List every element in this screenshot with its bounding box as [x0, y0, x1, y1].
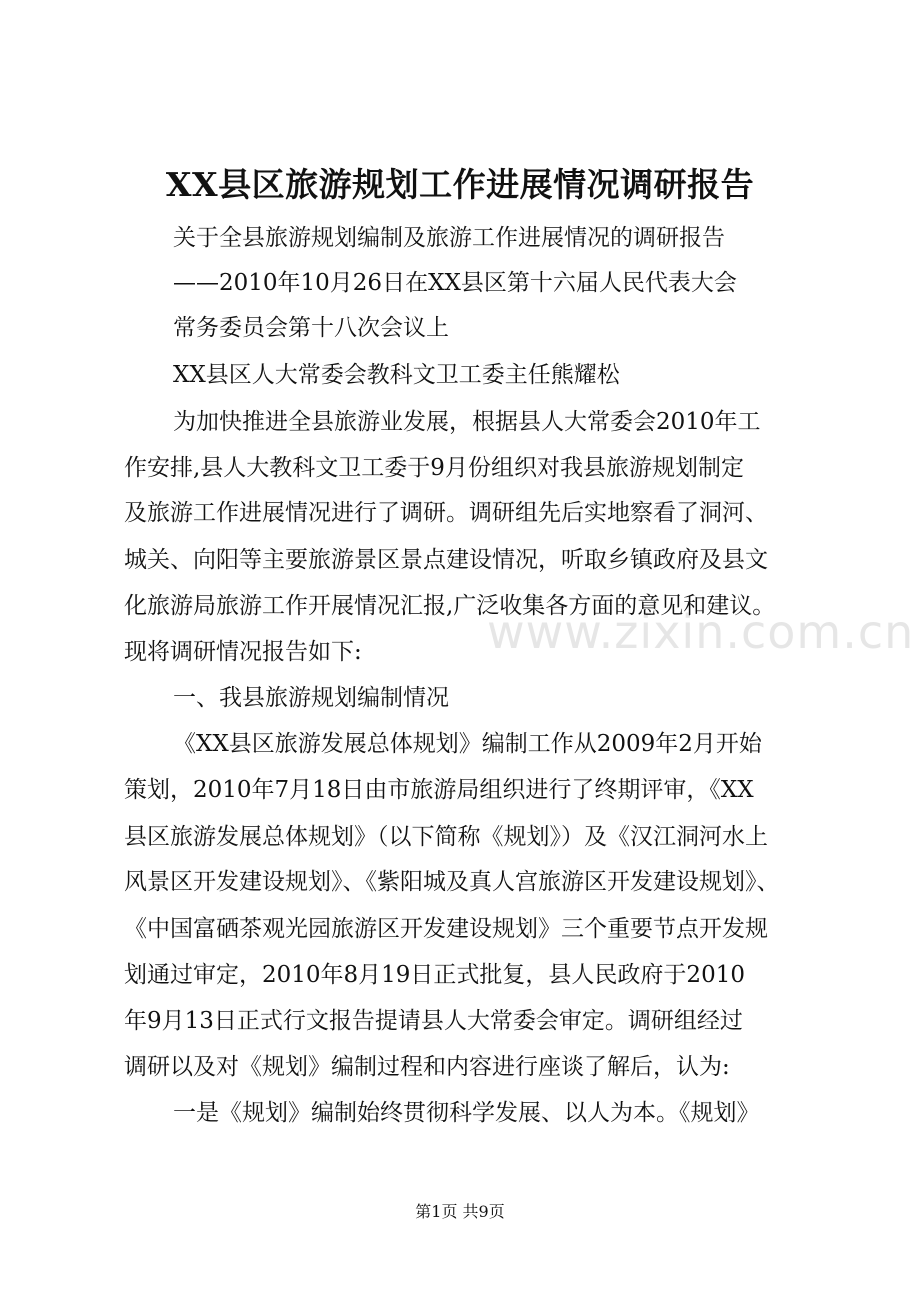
author-line: XX县区人大常委会教科文卫工委主任熊耀松 [173, 362, 620, 388]
body-line: 年9月13日正式行文报告提请县人大常委会审定。调研组经过 [124, 1008, 743, 1034]
subtitle-line: ——2010年10月26日在XX县区第十六届人民代表大会 [173, 270, 737, 296]
document-title: XX县区旅游规划工作进展情况调研报告 [165, 165, 755, 204]
section-heading: 一、我县旅游规划编制情况 [173, 685, 449, 711]
body-line: 作安排,县人大教科文卫工委于9月份组织对我县旅游规划制定 [124, 455, 744, 481]
body-line: 划通过审定，2010年8月19日正式批复，县人民政府于2010 [124, 962, 745, 988]
body-line: 为加快推进全县旅游业发展，根据县人大常委会2010年工 [173, 409, 761, 435]
body-line: 一是《规划》编制始终贯彻科学发展、以人为本。《规划》 [173, 1100, 760, 1126]
body-line: 风景区开发建设规划》、《紫阳城及真人宫旅游区开发建设规划》、 [124, 869, 780, 895]
watermark: www.zixin.com.cn [487, 605, 915, 659]
body-line: 《XX县区旅游发展总体规划》编制工作从2009年2月开始 [173, 731, 762, 757]
body-line: 调研以及对《规划》编制过程和内容进行座谈了解后，认为: [124, 1054, 730, 1080]
body-line: 及旅游工作进展情况进行了调研。调研组先后实地察看了洞河、 [124, 500, 768, 526]
subtitle-line: 关于全县旅游规划编制及旅游工作进展情况的调研报告 [173, 225, 725, 251]
body-line: 现将调研情况报告如下: [124, 639, 362, 665]
body-line: 县区旅游发展总体规划》（以下简称《规划》）及《汉江洞河水上 [124, 824, 768, 850]
body-line: 城关、向阳等主要旅游景区景点建设情况，听取乡镇政府及县文 [124, 547, 768, 573]
body-line: 策划，2010年7月18日由市旅游局组织进行了终期评审，《XX [124, 777, 754, 803]
body-line: 《中国富硒茶观光园旅游区开发建设规划》三个重要节点开发规 [124, 916, 768, 942]
page-footer: 第1页 共9页 [415, 1202, 505, 1221]
body-line: 化旅游局旅游工作开展情况汇报,广泛收集各方面的意见和建议。 [124, 593, 776, 619]
subtitle-line: 常务委员会第十八次会议上 [173, 315, 449, 341]
